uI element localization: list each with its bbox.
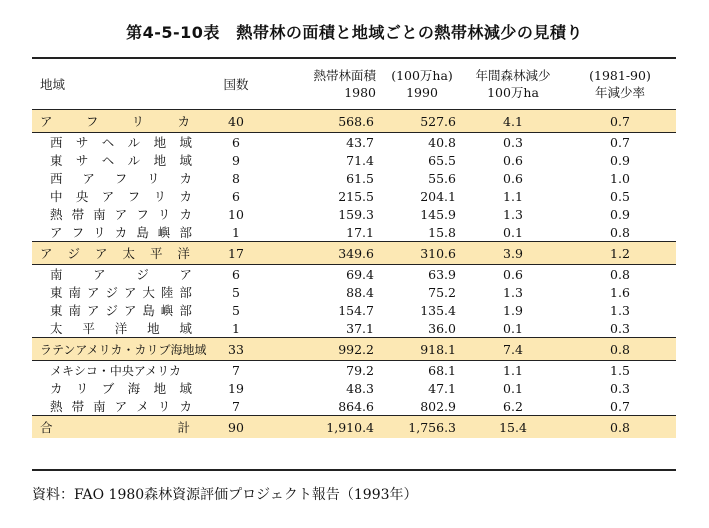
country-count: 17 bbox=[200, 242, 272, 265]
region-name-text: 西 ア フ リ カ bbox=[50, 171, 192, 186]
country-count: 9 bbox=[232, 152, 240, 168]
region-name-text: ア フ リ カ bbox=[40, 114, 190, 129]
area-1980: 215.5 bbox=[338, 188, 374, 204]
annual-rate: 0.7 bbox=[564, 110, 676, 133]
area-1980: 568.6 bbox=[272, 110, 382, 133]
annual-rate: 1.0 bbox=[610, 170, 630, 186]
annual-rate: 0.8 bbox=[564, 338, 676, 361]
region-name-text: 東 サ ヘ ル 地 域 bbox=[50, 153, 192, 168]
header-rate-line2: 年減少率 bbox=[594, 85, 645, 100]
annual-rate: 0.3 bbox=[610, 320, 630, 336]
annual-loss: 6.2 bbox=[503, 398, 523, 414]
region-name-text: 南 ア ジ ア bbox=[50, 267, 192, 282]
table-header bbox=[32, 59, 676, 110]
header-annual-loss-line2: 100万ha bbox=[487, 85, 539, 100]
annual-rate: 0.8 bbox=[564, 416, 676, 439]
area-1980: 349.6 bbox=[272, 242, 382, 265]
country-count: 40 bbox=[200, 110, 272, 133]
table-row bbox=[32, 301, 676, 319]
area-1980: 37.1 bbox=[346, 320, 374, 336]
area-1990: 55.6 bbox=[428, 170, 456, 186]
region-name bbox=[32, 283, 200, 301]
table-row bbox=[32, 265, 676, 284]
annual-loss: 0.6 bbox=[503, 170, 523, 186]
annual-loss: 0.1 bbox=[503, 380, 523, 396]
area-1980: 48.3 bbox=[346, 380, 374, 396]
country-count: 90 bbox=[200, 416, 272, 439]
area-1990: 145.9 bbox=[420, 206, 456, 222]
header-rate-line1: (1981-90) bbox=[589, 68, 651, 83]
region-name bbox=[32, 265, 200, 284]
annual-rate: 0.8 bbox=[610, 266, 630, 282]
region-name-text: 合 計 bbox=[40, 420, 190, 435]
header-area-1990-line2: 1990 bbox=[406, 85, 438, 100]
annual-loss: 1.1 bbox=[503, 362, 523, 378]
table-row-group bbox=[32, 110, 676, 133]
annual-loss: 1.9 bbox=[503, 302, 523, 318]
annual-loss: 7.4 bbox=[462, 338, 564, 361]
annual-loss: 1.3 bbox=[503, 284, 523, 300]
table-row bbox=[32, 133, 676, 152]
area-1990: 527.6 bbox=[382, 110, 462, 133]
region-name bbox=[32, 301, 200, 319]
annual-loss: 1.3 bbox=[503, 206, 523, 222]
region-name bbox=[32, 242, 200, 265]
region-name-text: 中 央 ア フ リ カ bbox=[50, 189, 192, 204]
region-name-text: 東 南 ア ジ ア 大 陸 部 bbox=[50, 285, 192, 300]
area-1980: 71.4 bbox=[346, 152, 374, 168]
annual-rate: 0.8 bbox=[610, 224, 630, 240]
area-1980: 159.3 bbox=[338, 206, 374, 222]
annual-rate: 0.5 bbox=[610, 188, 630, 204]
table-row-group bbox=[32, 338, 676, 361]
area-1990: 63.9 bbox=[428, 266, 456, 282]
region-name-text: 東 南 ア ジ ア 島 嶼 部 bbox=[50, 303, 192, 318]
area-1990: 65.5 bbox=[428, 152, 456, 168]
table-row bbox=[32, 205, 676, 223]
country-count: 33 bbox=[200, 338, 272, 361]
table-row bbox=[32, 223, 676, 242]
country-count: 6 bbox=[232, 266, 240, 282]
annual-loss: 0.6 bbox=[503, 152, 523, 168]
annual-rate: 0.9 bbox=[610, 152, 630, 168]
region-name bbox=[32, 416, 200, 439]
area-1990: 1,756.3 bbox=[382, 416, 462, 439]
area-1990: 204.1 bbox=[420, 188, 456, 204]
country-count: 7 bbox=[232, 362, 240, 378]
country-count: 8 bbox=[232, 170, 240, 186]
source-note: 資料：FAO 1980森林資源評価プロジェクト報告（1993年） bbox=[32, 487, 418, 503]
table-row bbox=[32, 379, 676, 397]
header-region: 地域 bbox=[32, 59, 200, 110]
region-name bbox=[32, 187, 200, 205]
country-count: 5 bbox=[232, 284, 240, 300]
table-row bbox=[32, 361, 676, 380]
table-row bbox=[32, 397, 676, 416]
region-name bbox=[32, 223, 200, 242]
area-1990: 36.0 bbox=[428, 320, 456, 336]
area-1980: 864.6 bbox=[338, 398, 374, 414]
forest-table-container bbox=[32, 57, 676, 471]
annual-rate: 1.6 bbox=[610, 284, 630, 300]
region-name bbox=[32, 338, 207, 361]
region-name-text: ア フ リ カ 島 嶼 部 bbox=[50, 225, 192, 240]
region-name-text: メキシコ・中央アメリカ bbox=[50, 363, 182, 378]
annual-rate: 0.3 bbox=[610, 380, 630, 396]
table-row-total bbox=[32, 416, 676, 439]
header-annual-loss bbox=[462, 59, 564, 110]
annual-rate: 0.9 bbox=[610, 206, 630, 222]
area-1980: 43.7 bbox=[346, 134, 374, 150]
annual-loss: 15.4 bbox=[462, 416, 564, 439]
header-rate bbox=[564, 59, 676, 110]
header-area-1980 bbox=[272, 59, 382, 110]
annual-rate: 0.7 bbox=[610, 134, 630, 150]
annual-loss: 0.1 bbox=[503, 320, 523, 336]
region-name-text: 西 サ ヘ ル 地 域 bbox=[50, 135, 192, 150]
region-name-text: 熱 帯 南 ア フ リ カ bbox=[50, 207, 192, 222]
area-1980: 17.1 bbox=[346, 224, 374, 240]
table-body bbox=[32, 110, 676, 439]
country-count: 6 bbox=[232, 134, 240, 150]
annual-rate: 1.5 bbox=[610, 362, 630, 378]
area-1990: 135.4 bbox=[420, 302, 456, 318]
area-1990: 40.8 bbox=[428, 134, 456, 150]
table-row bbox=[32, 283, 676, 301]
country-count: 19 bbox=[228, 380, 244, 396]
area-1990: 47.1 bbox=[428, 380, 456, 396]
area-1990: 310.6 bbox=[382, 242, 462, 265]
annual-rate: 1.3 bbox=[610, 302, 630, 318]
region-name bbox=[32, 397, 200, 416]
region-name bbox=[32, 361, 200, 380]
table-row-group bbox=[32, 242, 676, 265]
country-count: 10 bbox=[228, 206, 244, 222]
forest-table bbox=[32, 59, 676, 438]
area-1980: 79.2 bbox=[346, 362, 374, 378]
annual-loss: 0.6 bbox=[503, 266, 523, 282]
annual-loss: 1.1 bbox=[503, 188, 523, 204]
area-1990: 802.9 bbox=[420, 398, 456, 414]
area-1990: 75.2 bbox=[428, 284, 456, 300]
region-name bbox=[32, 379, 200, 397]
annual-rate: 0.7 bbox=[610, 398, 630, 414]
annual-loss: 0.1 bbox=[503, 224, 523, 240]
region-name-text: カ リ ブ 海 地 域 bbox=[50, 381, 192, 396]
annual-rate: 1.2 bbox=[564, 242, 676, 265]
area-1990: 918.1 bbox=[382, 338, 462, 361]
area-1990: 68.1 bbox=[428, 362, 456, 378]
table-row bbox=[32, 169, 676, 187]
area-1980: 154.7 bbox=[338, 302, 374, 318]
header-area-1990-line1: (100万ha) bbox=[391, 68, 453, 83]
annual-loss: 3.9 bbox=[462, 242, 564, 265]
area-1980: 69.4 bbox=[346, 266, 374, 282]
area-1980: 1,910.4 bbox=[272, 416, 382, 439]
country-count: 1 bbox=[232, 320, 240, 336]
region-name bbox=[32, 133, 200, 152]
header-area-1980-line2: 1980 bbox=[344, 85, 376, 100]
table-row bbox=[32, 187, 676, 205]
area-1980: 88.4 bbox=[346, 284, 374, 300]
region-name-text: 太 平 洋 地 域 bbox=[50, 321, 192, 336]
area-1980: 992.2 bbox=[272, 338, 382, 361]
country-count: 6 bbox=[232, 188, 240, 204]
region-name bbox=[32, 151, 200, 169]
region-name-text: ア ジ ア 太 平 洋 bbox=[40, 246, 190, 261]
region-name bbox=[32, 110, 200, 133]
header-count: 国数 bbox=[200, 59, 272, 110]
region-name bbox=[32, 205, 200, 223]
country-count: 5 bbox=[232, 302, 240, 318]
table-row bbox=[32, 151, 676, 169]
country-count: 1 bbox=[232, 224, 240, 240]
country-count: 7 bbox=[232, 398, 240, 414]
area-1990: 15.8 bbox=[428, 224, 456, 240]
page-title: 第4-5-10表 熱帯林の面積と地域ごとの熱帯林減少の見積り bbox=[126, 23, 583, 42]
header-area-1990 bbox=[382, 59, 462, 110]
table-row bbox=[32, 319, 676, 338]
region-name-text: 熱 帯 南 ア メ リ カ bbox=[50, 399, 192, 414]
region-name bbox=[32, 319, 200, 338]
header-area-1980-line1: 熱帯林面積 bbox=[313, 68, 376, 83]
area-1980: 61.5 bbox=[346, 170, 374, 186]
region-name-text: ラテンアメリカ・カリブ海地域 bbox=[40, 342, 207, 357]
annual-loss: 0.3 bbox=[503, 134, 523, 150]
region-name bbox=[32, 169, 200, 187]
header-annual-loss-line1: 年間森林減少 bbox=[475, 68, 551, 83]
annual-loss: 4.1 bbox=[462, 110, 564, 133]
